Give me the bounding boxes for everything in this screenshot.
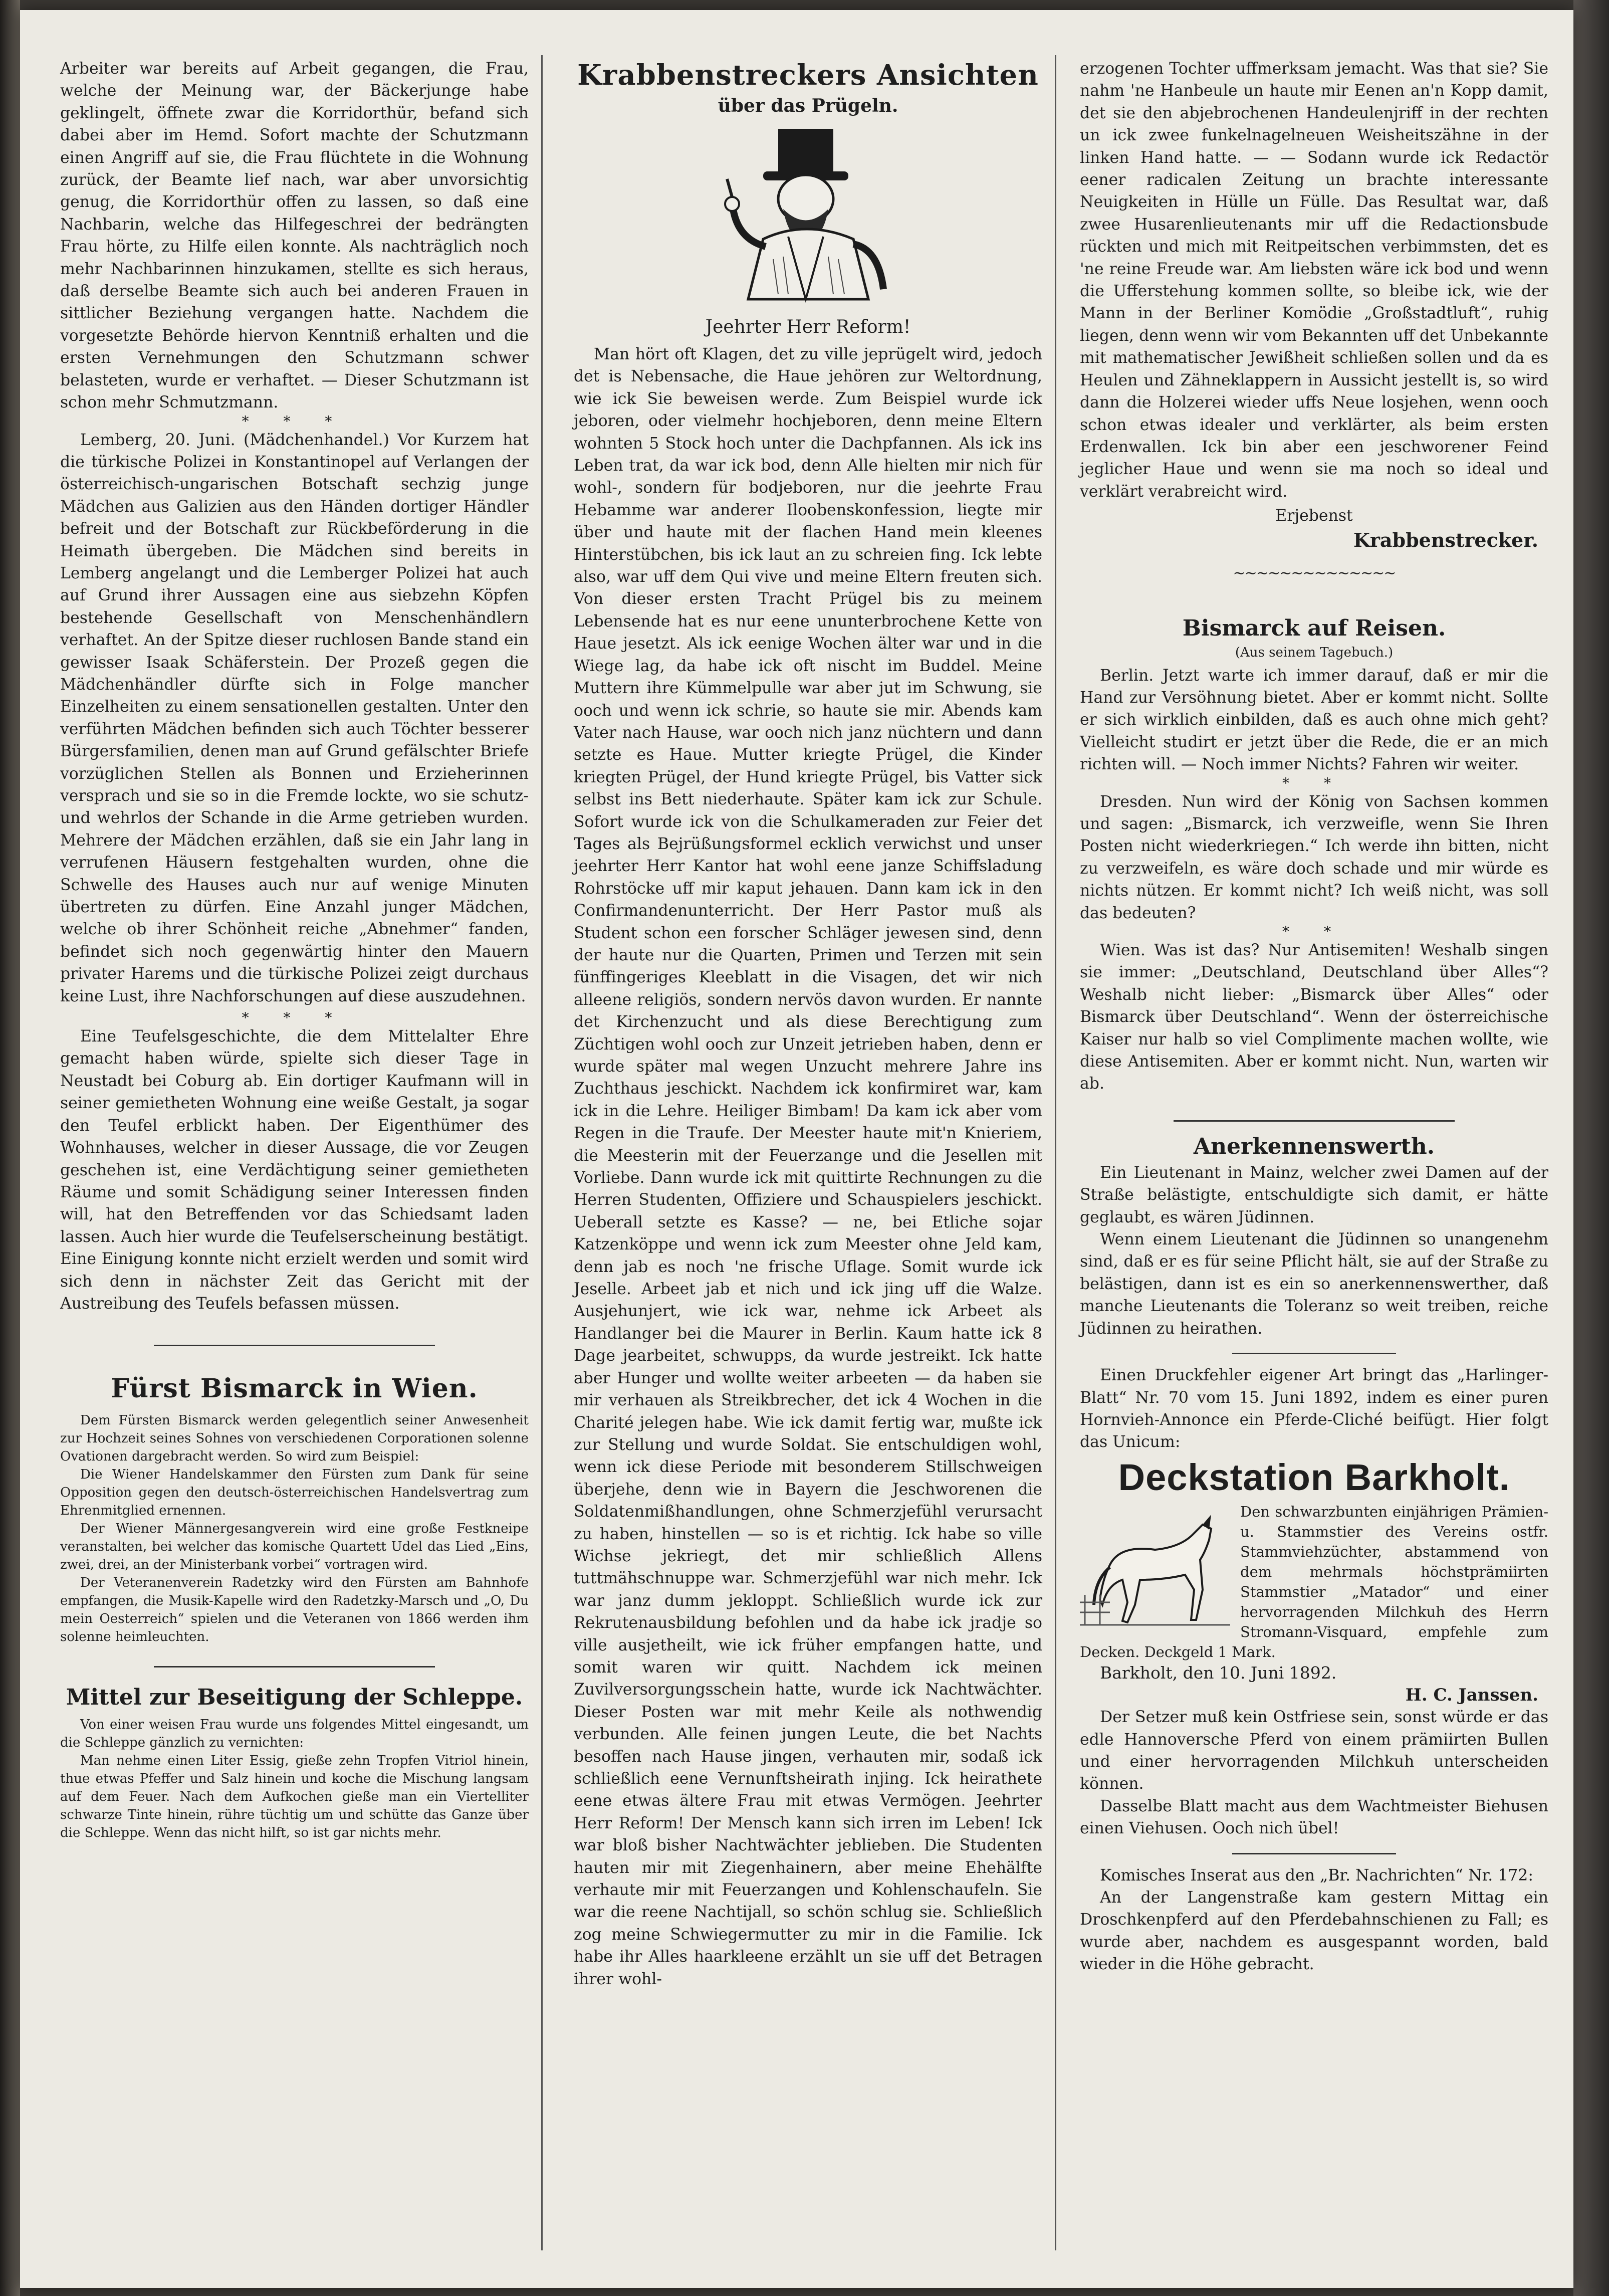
caricature-figure-icon	[703, 124, 913, 304]
heading-krabbenstrecker: Krabbenstreckers Ansichten	[577, 59, 1039, 92]
paragraph: Man nehme einen Liter Essig, gieße zehn Tropfen Vitriol hinein, thue etwas Pfeffer und Salz hinein und koche die Mischung langsam auf dem Feuer. Nach dem Aufkochen gieße man ein Viertelliter schwarze Tinte hinein, rühre tüchtig um und schütte das Ganze über die Schleppe. Wenn das nicht hilft, so ist gar nichts mehr.	[60, 1753, 529, 1841]
paragraph: Von einer weisen Frau wurde uns folgendes Mittel eingesandt, um die Schleppe gänzlich zu vernichten:	[60, 1717, 529, 1751]
subheading-tagebuch: (Aus seinem Tagebuch.)	[1235, 645, 1394, 660]
heading-anerkennenswerth: Anerkennenswerth.	[1193, 1133, 1435, 1159]
paragraph: Ein Lieutenant in Mainz, welcher zwei Damen auf der Straße belästigte, entschuldigte sich damit, er hätte geglaubt, es wären Jüdinnen.	[1080, 1163, 1548, 1226]
paragraph: Der Setzer muß kein Ostfriese sein, sonst würde er das edle Hannoversche Pferd von einem prämiirten Bullen und einer hervorragenden Milchkuh unterscheiden können.	[1080, 1708, 1548, 1793]
ad-title: Deckstation Barkholt.	[1118, 1456, 1510, 1498]
divider	[154, 1345, 435, 1346]
column-2	[574, 58, 1042, 1990]
paragraph: Der Wiener Männergesangverein wird eine große Festkneipe veranstalten, bei welcher das komische Quartett Udel das Lied „Eins, zwei, drei, an der Ministerbank vorbei“ vortragen wird.	[60, 1521, 529, 1573]
paragraph: Wenn einem Lieutenant die Jüdinnen so unangenehm sind, daß er es für seine Pflicht hält, sie auf der Straße zu belästigen, dann ist es ein so anerkennenswerther, daß manche Lieutenants die Toleranz so weit treiben, reiche Jüdinnen zu heirathen.	[1080, 1230, 1548, 1338]
divider	[154, 1666, 435, 1667]
paragraph: Wien. Was ist das? Nur Antisemiten! Weshalb singen sie immer: „Deutschland, Deutschland über Alles“? Weshalb nicht lieber: „Bismarck über Alles“ oder Bismarck über Deutschland“. Wenn der österreichische Kaiser nur halb so viel Complimente machen wollte, wie diese Antisemiten. Aber er kommt nicht. Nun, warten wir ab.	[1080, 941, 1548, 1093]
ad-block	[1080, 1502, 1548, 1662]
paragraph: Berlin. Jetzt warte ich immer darauf, daß er mir die Hand zur Versöhnung bietet. Aber er kommt nicht. Sollte er sich wirklich einbilden, daß es auch ohne mich geht? Vielleicht studirt er jetzt über die Rede, die er an mich richten will. — Noch immer Nichts? Fahren wir weiter.	[1080, 666, 1548, 774]
ad-signature: H. C. Janssen.	[1405, 1685, 1538, 1706]
closing-regards: Erjebenst	[1275, 507, 1353, 525]
ad-place-date: Barkholt, den 10. Juni 1892.	[1100, 1662, 1337, 1683]
article-lemberg: Lemberg, 20. Juni. (Mädchenhandel.) Vor Kurzem hat die türkische Polizei in Konstantinopel auf Verlangen der österreichisch-ungarischen Botschaft sechzig junge Mädchen aus Galizien aus den Händen dortiger Händler befreit und der Botschaft zur Rückbeförderung in die Heimath übergeben. Die Mädchen sind bereits in Lemberg angelangt und die Lemberger Polizei hat auch auf Grund ihrer Aussagen eine aus siebzehn Köpfen bestehende Gesellschaft von Menschenhändlern verhaftet. An der Spitze dieser ruchlosen Bande stand ein gewisser Isaak Schäferstein. Der Prozeß gegen die Mädchenhändler dürfte sich in Folge mancher Einzelheiten zu einem sensationellen gestalten. Unter den verführten Mädchen befinden sich auch Töchter besserer Bürgersfamilien, denen man auf Grund gefälschter Briefe vorzüglichen Stellen als Bonnen und Erzieherinnen versprach und sie so in die Fremde lockte, wo sie schutz- und wehrlos der Schande in die Arme getrieben wurden. Mehrere der Mädchen erzählen, daß sie ein Jahr lang in verrufenen Häusern festgehalten wurden, ohne die Schwelle des Hauses auch nur auf wenige Minuten übertreten zu dürfen. Eine Anzahl junger Mädchen, welche ob ihrer Schönheit reiche „Abnehmer“ fanden, befindet sich noch gegenwärtig hinter den Mauern privater Harems und die türkische Polizei zeigt durchaus keine Lust, ihre Nachforschungen auf diese auszudehnen.	[60, 431, 529, 1005]
column-1	[60, 58, 529, 1842]
article-krabbenstrecker-end: erzogenen Tochter uffmerksam jemacht. Was that sie? Sie nahm 'ne Hanbeule un haute mir Eenen an'n Kopp damit, det sie den abjebrochenen Handeulenjriff in der rechten un ick zwee funkelnagelneuen Weisheitszähne in der linken Hand hatte. — — Sodann wurde ick Redactör eener radicalen Zeitung un brachte interessante Neuigkeiten in Hülle un Fülle. Das Resultat war, daß zwee Husarenlieutenants mir uff die Redactionsbude rückten und mich mit Reitpeitschen verbimmsten, det es 'ne reine Freude war. Am liebsten wäre ick bod und wenn die Ufferstehung kommen sollte, so bleibe ick, wie der Mann in der Berliner Komödie „Großstadtluft“, ruhig liegen, denn wenn wir vom Bekannten uff det Unbekannte mit mathematischer Jewißheit schließen sollen und da es Heulen und Zähneklappern in Aussicht jestellt is, so wird dann die Holzerei wieder uffs Neue losjehen, wenn ooch schon etwas idealer und verklärter, als beim ersten Erdenwallen. Ick bin aber een jeschworener Feind jeglicher Haue und wenn sie ma noch so ideal und verklärt verabreicht wird.	[1080, 60, 1548, 501]
ornament-divider: ~~~~~~~~~~~~~~	[1233, 564, 1396, 582]
article-teufel: Eine Teufelsgeschichte, die dem Mittelalter Ehre gemacht haben würde, spielte sich dieser Tage in Neustadt bei Coburg ab. Ein dortiger Kaufmann will in seiner gemietheten Wohnung eine weiße Gestalt, ja sogar den Teufel erblickt haben. Der Eigenthümer des Wohnhauses, welcher in dieser Aussage, die vor Zeugen geschehen ist, eine Verdächtigung seiner gemietheten Räume und somit Schädigung seiner Interessen finden will, hat den Betreffenden vor das Schiedsamt laden lassen. Auch hier wurde die Teufelserscheinung bestätigt. Eine Einigung konnte nicht erzielt werden und somit wird sich denn in nächster Zeit das Gericht mit der Austreibung des Teufels befassen müssen.	[60, 1027, 529, 1313]
heading-bismarck-reisen: Bismarck auf Reisen.	[1182, 615, 1446, 641]
paragraph: Komisches Inserat aus den „Br. Nachrichten“ Nr. 172:	[1100, 1866, 1533, 1885]
ad-body: Den schwarzbunten einjährigen Prämien- u. Stammstier des Vereins ostfr. Stammviehzüchter, abstammend von dem mehrmals höchstprämiirten Stammstier „Matador“ und einer hervorragenden Milchkuh des Herrn Stromann-Visquard, empfehle zum Decken. Deckgeld 1 Mark.	[1080, 1503, 1548, 1660]
separator-stars: * *	[1282, 923, 1346, 940]
page-edge	[1573, 0, 1609, 2296]
separator-stars: * *	[1282, 774, 1346, 791]
paragraph: Die Wiener Handelskammer den Fürsten zum Dank für seine Opposition gegen den deutsch-österreichischen Handelsvertrag zum Ehrenmitglied ernennen.	[60, 1467, 529, 1519]
separator-stars: * * *	[242, 1009, 347, 1026]
column-3	[1080, 58, 1548, 1976]
article-krabbenstrecker: Man hört oft Klagen, det zu ville jeprügelt wird, jedoch det is Nebensache, die Haue jehören zur Weltordnung, wie ick Sie beweisen werde. Zum Beispiel wurde ick jeboren, oder vielmehr hochjeboren, denn meine Eltern wohnten 5 Stock hoch unter die Dachpfannen. Als ick ins Leben trat, da war ick bod, denn Alle hielten mir nich für wohl-, sondern für bodjeboren, nur die jeehrte Frau Hebamme war anderer Iloobenskonfession, liegte mir über und haute mit der flachen Hand mein kleenes Hinterstübchen, bis ick laut an zu schreien fing. Ick lebte also, war uff dem Qui vive und meine Eltern freuten sich. Von dieser ersten Tracht Prügel bis zu meinem Lebensende hat es nur eene ununterbrochene Kette von Haue jesetzt. Als ick eenige Wochen älter war und in die Wiege lag, da habe ick oft nischt im Buddel. Meine Muttern ihre Kümmelpulle war aber jut im Schwung, sie ooch und wenn ick schrie, so haute sie mir. Abends kam Vater nach Hause, war ooch nich janz nüchtern und dann setzte es Haue. Mutter kriegte Prügel, die Kinder kriegten Prügel, der Hund kriegte Prügel, bis Vatter sick selbst ins Bett niederhaute. Später kam ick zur Schule. Sofort wurde ick von die Schulkameraden zur Feier det Tages als Bejrüßungsformel ecklich verwichst und unser jeehrter Herr Kantor hat wohl eene janze Schiffsladung Rohrstöcke uff mir kaput jehauen. Dann kam ick in den Confirmandenunterricht. Der Herr Pastor muß als Student schon een forscher Schläger jewesen sind, denn der haute nur die Quarten, Primen und Terzen mit sein fünffingeriges Kleeblatt in die Visagen, det wir nich alleene religiös, sondern nervös davon wurden. Er nannte det Kirchenzucht und als diese Berechtigung zum Züchtigen wohl ooch zur Unzeit jetrieben haben, denn er wurde später mal wegen Unzucht mehrere Jahre ins Zuchthaus jeschickt. Nachdem ick konfirmiret war, kam ick in die Lehre. Heiliger Bimbam! Da kam ick aber vom Regen in die Traufe. Der Meester haute mit'n Knieriem, die Meesterin mit der Feuerzange und die Jesellen mit Vorliebe. Dann wurde ick mit quittirte Rechnungen zu die Herren Studenten, Offiziere und Schauspielers jeschickt. Ueberall setzte es Kasse? — ne, bei Etliche sojar Katzenköppe und wenn ick zum Meester ohne Jeld kam, denn jab es noch 'ne frische Uflage. Somit wurde ick Jeselle. Arbeet jab et nich und ick jing uff die Walze. Ausjehunjert, wie ick war, nehme ick Arbeet als Handlanger bei die Maurer in Berlin. Kaum hatte ick 8 Dage jearbeitet, schwupps, da wurde jestreikt. Ick hatte aber Hunger und wollte weiter arbeeten — da haben sie mir verhauen als Streikbrecher, det ick 4 Wochen in die Charité jelegen habe. Wie ick damit fertig war, mußte ick zur Stellung und wurde Soldat. Sie entschuldigen wohl, wenn ick diese Periode mit besonderem Stillschweigen überjehe, denn wie in Bayern die Jeschworenen die Soldatenmißhandlungen, ohne Schmerzjefühl verursacht zu haben, hinstellen — so is et richtig. Ick habe so ville Wichse jekriegt, det mir schließlich Allens tuttmähschnuppe war. Schmerzjefühl war nich mehr. Ick war janz dumm jekloppt. Schließlich wurde ick zur Rekrutenausbildung befohlen und da habe ick jradje so ville ausjetheilt, wie ick früher empfangen hatte, und somit waren wir quitt. Nachdem ick meinen Zuvilversorgungsschein hatte, wurde ick Nachtwächter. Dieser Posten war mit mehr Keile als nothwendig verbunden. Alle feinen jungen Leute, die bet Nachts besoffen nach Hause jingen, verhauten mir, sodaß ick schließlich eene Vernunftsheirath injing. Ick heirathete eene etwas ältere Frau mit etwas Vermögen. Jeehrter Herr Reform! Der Mensch kann sich irren im Leben! Ick war bloß bisher Nachtwächter jeblieben. Die Studenten hauten mir mit Ziegenhainern, aber meine Ehehälfte verhaute mir mit Feuerzangen und Kohlenschaufeln. Sie war die reene Nachtijall, so schön schlug sie. Schließlich zog meine Schwiegermutter zu mir in die Familie. Ick habe ihr Alles haarkleene erzählt un sie uff det Betragen ihrer wohl-	[574, 345, 1042, 1988]
subheading-pruegeln: über das Prügeln.	[718, 95, 898, 116]
column-rule	[541, 55, 543, 2250]
book-spine	[0, 0, 20, 2296]
newspaper-page	[20, 10, 1573, 2288]
column-rule	[1055, 55, 1056, 2250]
paragraph: Dem Fürsten Bismarck werden gelegentlich seiner Anwesenheit zur Hochzeit seines Sohnes von verschiedenen Corporationen solenne Ovationen dargebracht werden. So wird zum Beispiel:	[60, 1413, 529, 1465]
divider	[1232, 1853, 1396, 1854]
salutation: Jeehrter Herr Reform!	[705, 317, 911, 337]
heading-bismarck-wien: Fürst Bismarck in Wien.	[111, 1373, 478, 1404]
divider	[1174, 1120, 1455, 1122]
separator-stars: * * *	[242, 412, 347, 430]
divider	[1232, 1353, 1396, 1354]
signature: Krabbenstrecker.	[1353, 528, 1538, 551]
paragraph: Der Veteranenverein Radetzky wird den Fürsten am Bahnhofe empfangen, die Musik-Kapelle wird den Radetzky-Marsch und „O, Du mein Oesterreich“ spielen und die Veteranen von 1866 werden ihm solenne heimleuchten.	[60, 1575, 529, 1645]
horse-cliche-icon	[1080, 1505, 1230, 1630]
paragraph: Dresden. Nun wird der König von Sachsen kommen und sagen: „Bismarck, ich verzweifle, wenn Sie Ihren Posten nicht wiederkriegen.“ Ich werde ihn bitten, nicht zu verzweifeln, es wäre doch schade und mir würde es nichts nützen. Er kommt nicht? Ich weiß nicht, was soll das bedeuten?	[1080, 792, 1548, 922]
paragraph: Einen Druckfehler eigener Art bringt das „Harlinger-Blatt“ Nr. 70 vom 15. Juni 1892, indem es einer puren Hornvieh-Annonce ein Pferde-Cliché beifügt. Hier folgt das Unicum:	[1080, 1366, 1548, 1451]
paragraph: An der Langenstraße kam gestern Mittag ein Droschkenpferd auf den Pferdebahnschienen zu Fall; es wurde aber, nachdem es ausgespannt worden, bald wieder in die Höhe gebracht.	[1080, 1888, 1548, 1974]
article-schutzmann-end: Arbeiter war bereits auf Arbeit gegangen, die Frau, welche der Meinung war, der Bäckerjunge habe geklingelt, öffnete zwar die Korridorthür, befand sich dabei aber im Hemd. Sofort machte der Schutzmann einen Angriff auf sie, die Frau flüchtete in die Wohnung zurück, der Beamte lief nach, war aber unvorsichtig genug, die Korridorthür offen zu lassen, so daß eine Nachbarin, welche das Hilfegeschrei der bedrängten Frau hörte, zu Hilfe eilen konnte. Als nachträglich noch mehr Nachbarinnen hinzukamen, stellte es sich heraus, daß derselbe Beamte sich auch bei anderen Frauen in sittlicher Beziehung vergangen hatte. Nachdem die vorgesetzte Behörde hiervon Kenntniß erhalten und die ersten Vernehmungen den Schutzmann schwer belasteten, wurde er verhaftet. — Dieser Schutzmann ist schon mehr Schmutzmann.	[60, 60, 529, 412]
heading-schleppe: Mittel zur Beseitigung der Schleppe.	[66, 1685, 523, 1711]
paragraph: Dasselbe Blatt macht aus dem Wachtmeister Biehusen einen Viehusen. Ooch nich übel!	[1080, 1797, 1548, 1838]
